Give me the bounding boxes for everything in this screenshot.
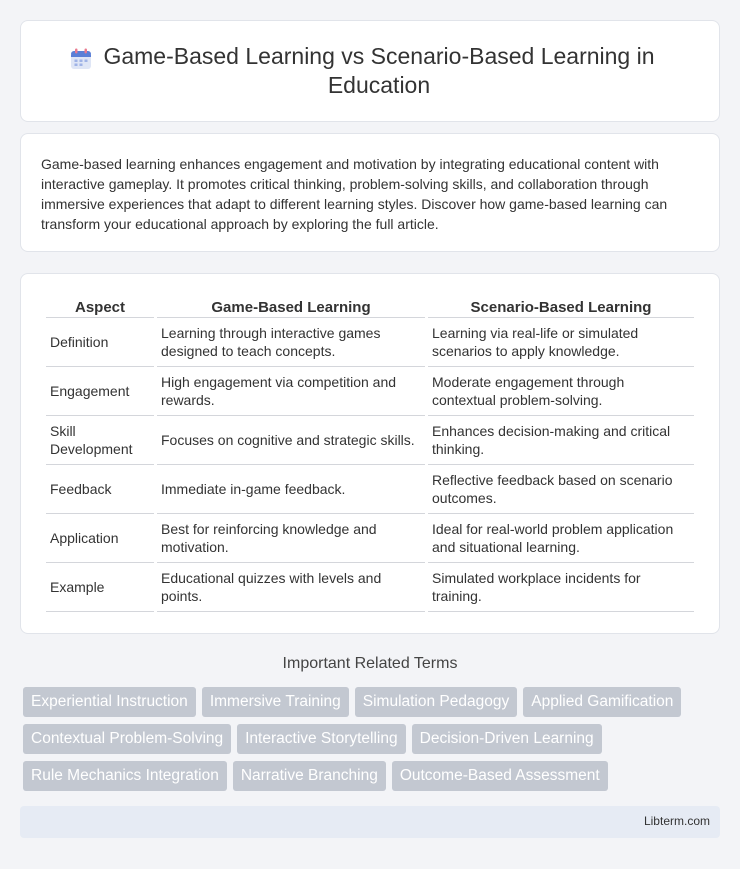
scenario-cell: Enhances decision-making and critical thinking. bbox=[428, 416, 694, 465]
related-term-tag[interactable]: Simulation Pedagogy bbox=[355, 687, 518, 717]
comparison-table bbox=[43, 294, 697, 612]
aspect-cell: Application bbox=[46, 514, 154, 563]
aspect-cell: Example bbox=[46, 563, 154, 612]
related-terms-title: Important Related Terms bbox=[282, 655, 458, 672]
scenario-cell: Learning via real-life or simulated scenarios to apply knowledge. bbox=[428, 318, 694, 367]
related-term-tag[interactable]: Contextual Problem-Solving bbox=[23, 724, 231, 754]
scenario-cell: Reflective feedback based on scenario outcomes. bbox=[428, 465, 694, 514]
game-cell: Educational quizzes with levels and points. bbox=[157, 563, 425, 612]
comparison-card bbox=[20, 273, 720, 634]
related-term-tag[interactable]: Experiential Instruction bbox=[23, 687, 196, 717]
related-term-tag[interactable]: Rule Mechanics Integration bbox=[23, 761, 227, 791]
page-title: Game-Based Learning vs Scenario-Based Learning in Education bbox=[103, 43, 655, 98]
intro-card bbox=[20, 133, 720, 252]
footer bbox=[20, 806, 720, 838]
title-card bbox=[20, 20, 720, 122]
related-term-tag[interactable]: Decision-Driven Learning bbox=[412, 724, 602, 754]
related-terms-list bbox=[23, 687, 723, 791]
table-row bbox=[46, 416, 694, 465]
header-scenario-based: Scenario-Based Learning bbox=[428, 294, 694, 318]
related-term-tag[interactable]: Narrative Branching bbox=[233, 761, 386, 791]
game-cell: Best for reinforcing knowledge and motivation. bbox=[157, 514, 425, 563]
scenario-cell: Simulated workplace incidents for training. bbox=[428, 563, 694, 612]
aspect-cell: Feedback bbox=[46, 465, 154, 514]
table-row bbox=[46, 514, 694, 563]
header-game-based: Game-Based Learning bbox=[157, 294, 425, 318]
footer-site-link[interactable]: Libterm.com bbox=[643, 814, 710, 828]
game-cell: Learning through interactive games designed to teach concepts. bbox=[157, 318, 425, 367]
table-header-row bbox=[46, 294, 694, 318]
table-row bbox=[46, 563, 694, 612]
game-cell: Immediate in-game feedback. bbox=[157, 465, 425, 514]
table-row bbox=[46, 318, 694, 367]
related-term-tag[interactable]: Applied Gamification bbox=[523, 687, 681, 717]
header-aspect: Aspect bbox=[46, 294, 154, 318]
scenario-cell: Moderate engagement through contextual problem-solving. bbox=[428, 367, 694, 416]
aspect-cell: Definition bbox=[46, 318, 154, 367]
intro-text: Game-based learning enhances engagement and motivation by integrating educational content with interactive gameplay. It promotes critical thinking, problem-solving skills, and collaboration through immersive experiences that adapt to different learning styles. Discover how game-based learning can transform your educational approach by exploring the full article. bbox=[41, 156, 668, 232]
scenario-cell: Ideal for real-world problem application and situational learning. bbox=[428, 514, 694, 563]
table-row bbox=[46, 367, 694, 416]
related-term-tag[interactable]: Interactive Storytelling bbox=[237, 724, 406, 754]
related-term-tag[interactable]: Immersive Training bbox=[202, 687, 349, 717]
game-cell: High engagement via competition and rewards. bbox=[157, 367, 425, 416]
calendar-icon bbox=[69, 47, 93, 71]
table-row bbox=[46, 465, 694, 514]
aspect-cell: Skill Development bbox=[46, 416, 154, 465]
aspect-cell: Engagement bbox=[46, 367, 154, 416]
game-cell: Focuses on cognitive and strategic skills. bbox=[157, 416, 425, 465]
related-term-tag[interactable]: Outcome-Based Assessment bbox=[392, 761, 608, 791]
